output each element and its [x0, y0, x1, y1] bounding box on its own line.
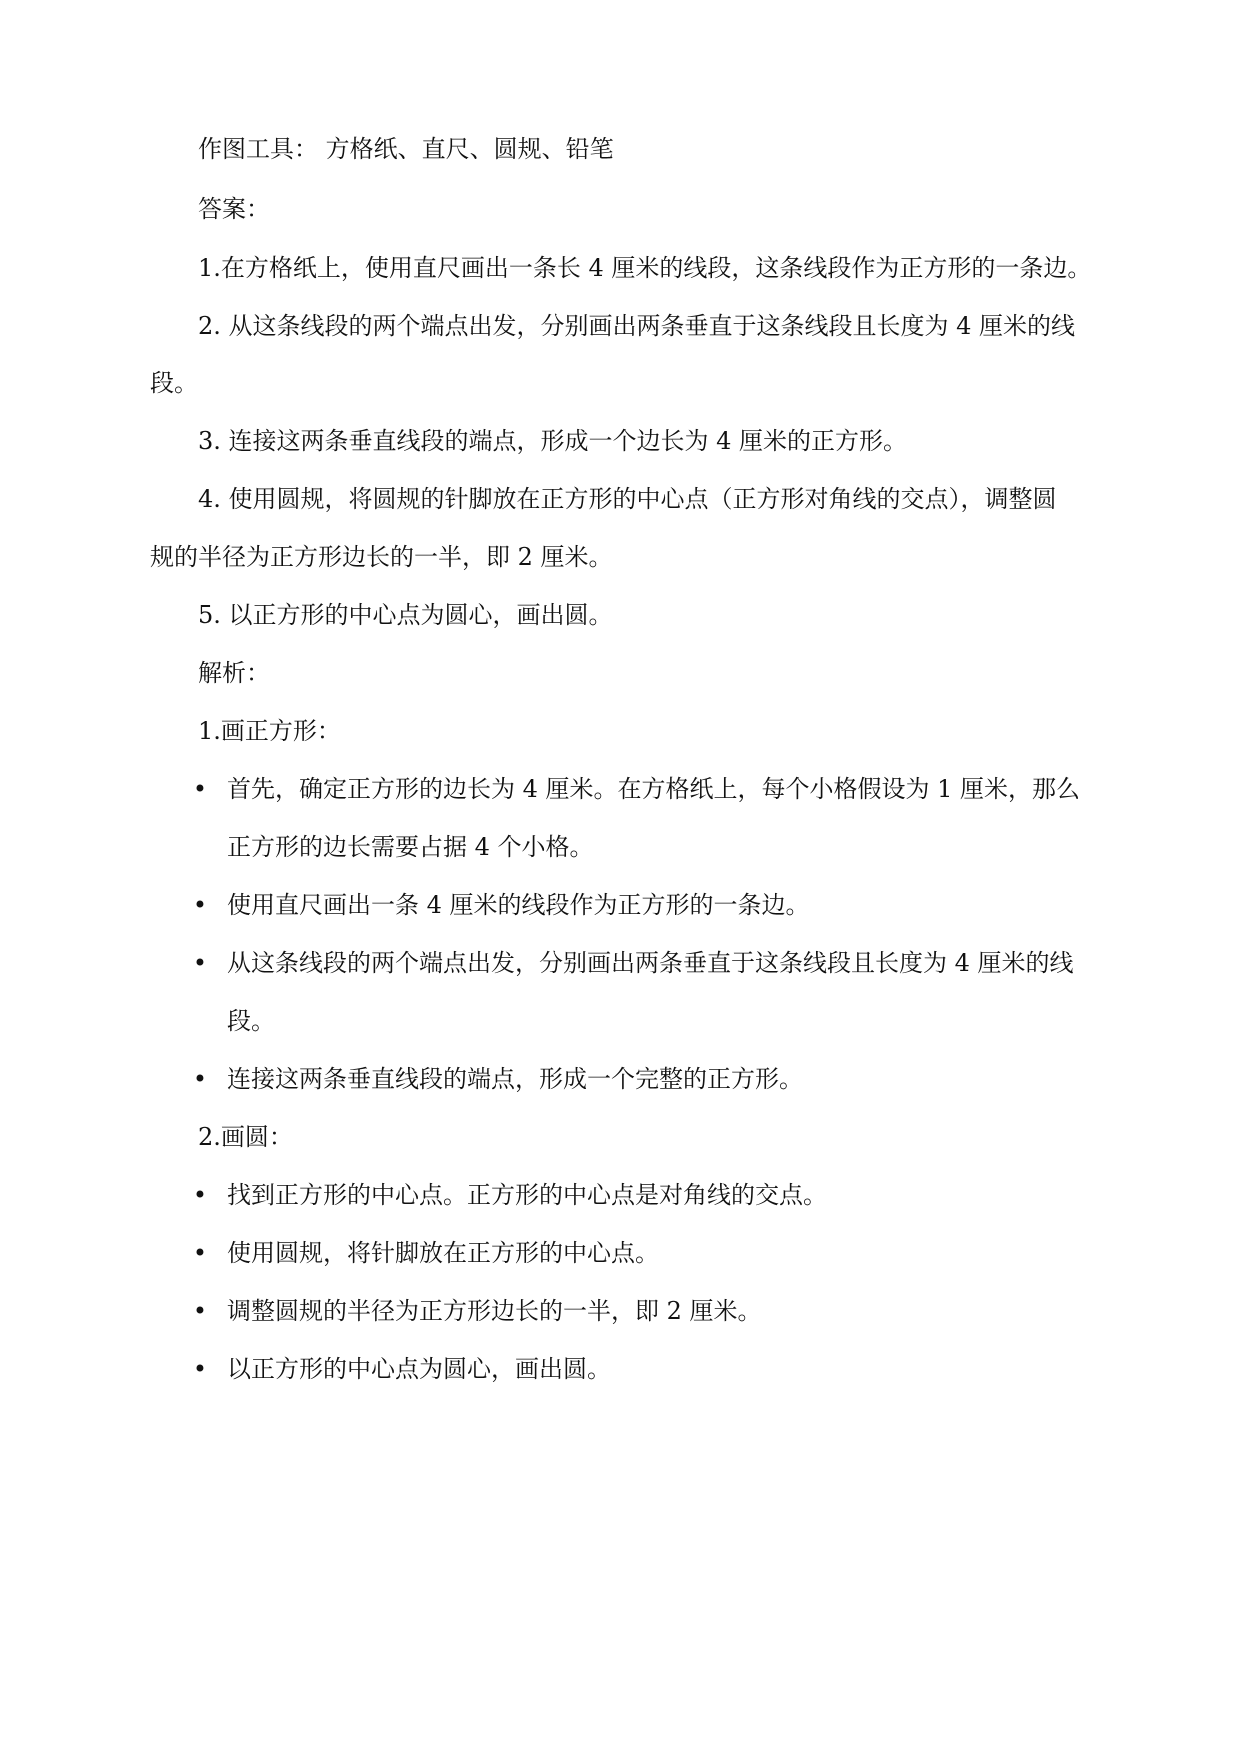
- answer-step-4-cont: 规的半径为正方形边长的一半，即 2 厘米。: [150, 543, 613, 571]
- answer-heading: 答案：: [198, 195, 270, 223]
- bullet-icon: •: [192, 1297, 208, 1325]
- bullet-icon: •: [192, 1239, 208, 1267]
- list-item-text-cont: 正方形的边长需要占据 4 个小格。: [227, 833, 594, 861]
- list-item-text: 连接这两条垂直线段的端点，形成一个完整的正方形。: [227, 1065, 803, 1093]
- section-1-title: 1.画正方形：: [198, 717, 341, 745]
- answer-step-3: 3. 连接这两条垂直线段的端点，形成一个边长为 4 厘米的正方形。: [198, 427, 908, 455]
- list-item-text-cont: 段。: [227, 1007, 275, 1035]
- bullet-icon: •: [192, 1355, 208, 1383]
- answer-step-5: 5. 以正方形的中心点为圆心，画出圆。: [198, 601, 613, 629]
- section-2-title: 2.画圆：: [198, 1123, 293, 1151]
- list-item-text: 使用圆规，将针脚放在正方形的中心点。: [227, 1239, 659, 1267]
- list-item-text: 使用直尺画出一条 4 厘米的线段作为正方形的一条边。: [227, 891, 810, 919]
- bullet-icon: •: [192, 891, 208, 919]
- analysis-heading: 解析：: [198, 659, 270, 687]
- list-item-text: 首先，确定正方形的边长为 4 厘米。在方格纸上，每个小格假设为 1 厘米，那么: [227, 775, 1081, 803]
- list-item-text: 以正方形的中心点为圆心，画出圆。: [227, 1355, 611, 1383]
- answer-step-2-cont: 段。: [150, 369, 198, 397]
- list-item-text: 调整圆规的半径为正方形边长的一半，即 2 厘米。: [227, 1297, 762, 1325]
- bullet-icon: •: [192, 775, 208, 803]
- list-item-text: 找到正方形的中心点。正方形的中心点是对角线的交点。: [227, 1181, 827, 1209]
- tools-line: 作图工具： 方格纸、直尺、圆规、铅笔: [198, 135, 614, 163]
- answer-step-2: 2. 从这条线段的两个端点出发，分别画出两条垂直于这条线段且长度为 4 厘米的线: [198, 312, 1076, 340]
- bullet-icon: •: [192, 1065, 208, 1093]
- answer-step-1: 1.在方格纸上，使用直尺画出一条长 4 厘米的线段，这条线段作为正方形的一条边。: [198, 254, 1092, 282]
- list-item-text: 从这条线段的两个端点出发，分别画出两条垂直于这条线段且长度为 4 厘米的线: [227, 949, 1074, 977]
- answer-step-4: 4. 使用圆规，将圆规的针脚放在正方形的中心点（正方形对角线的交点），调整圆: [198, 485, 1057, 513]
- bullet-icon: •: [192, 949, 208, 977]
- bullet-icon: •: [192, 1181, 208, 1209]
